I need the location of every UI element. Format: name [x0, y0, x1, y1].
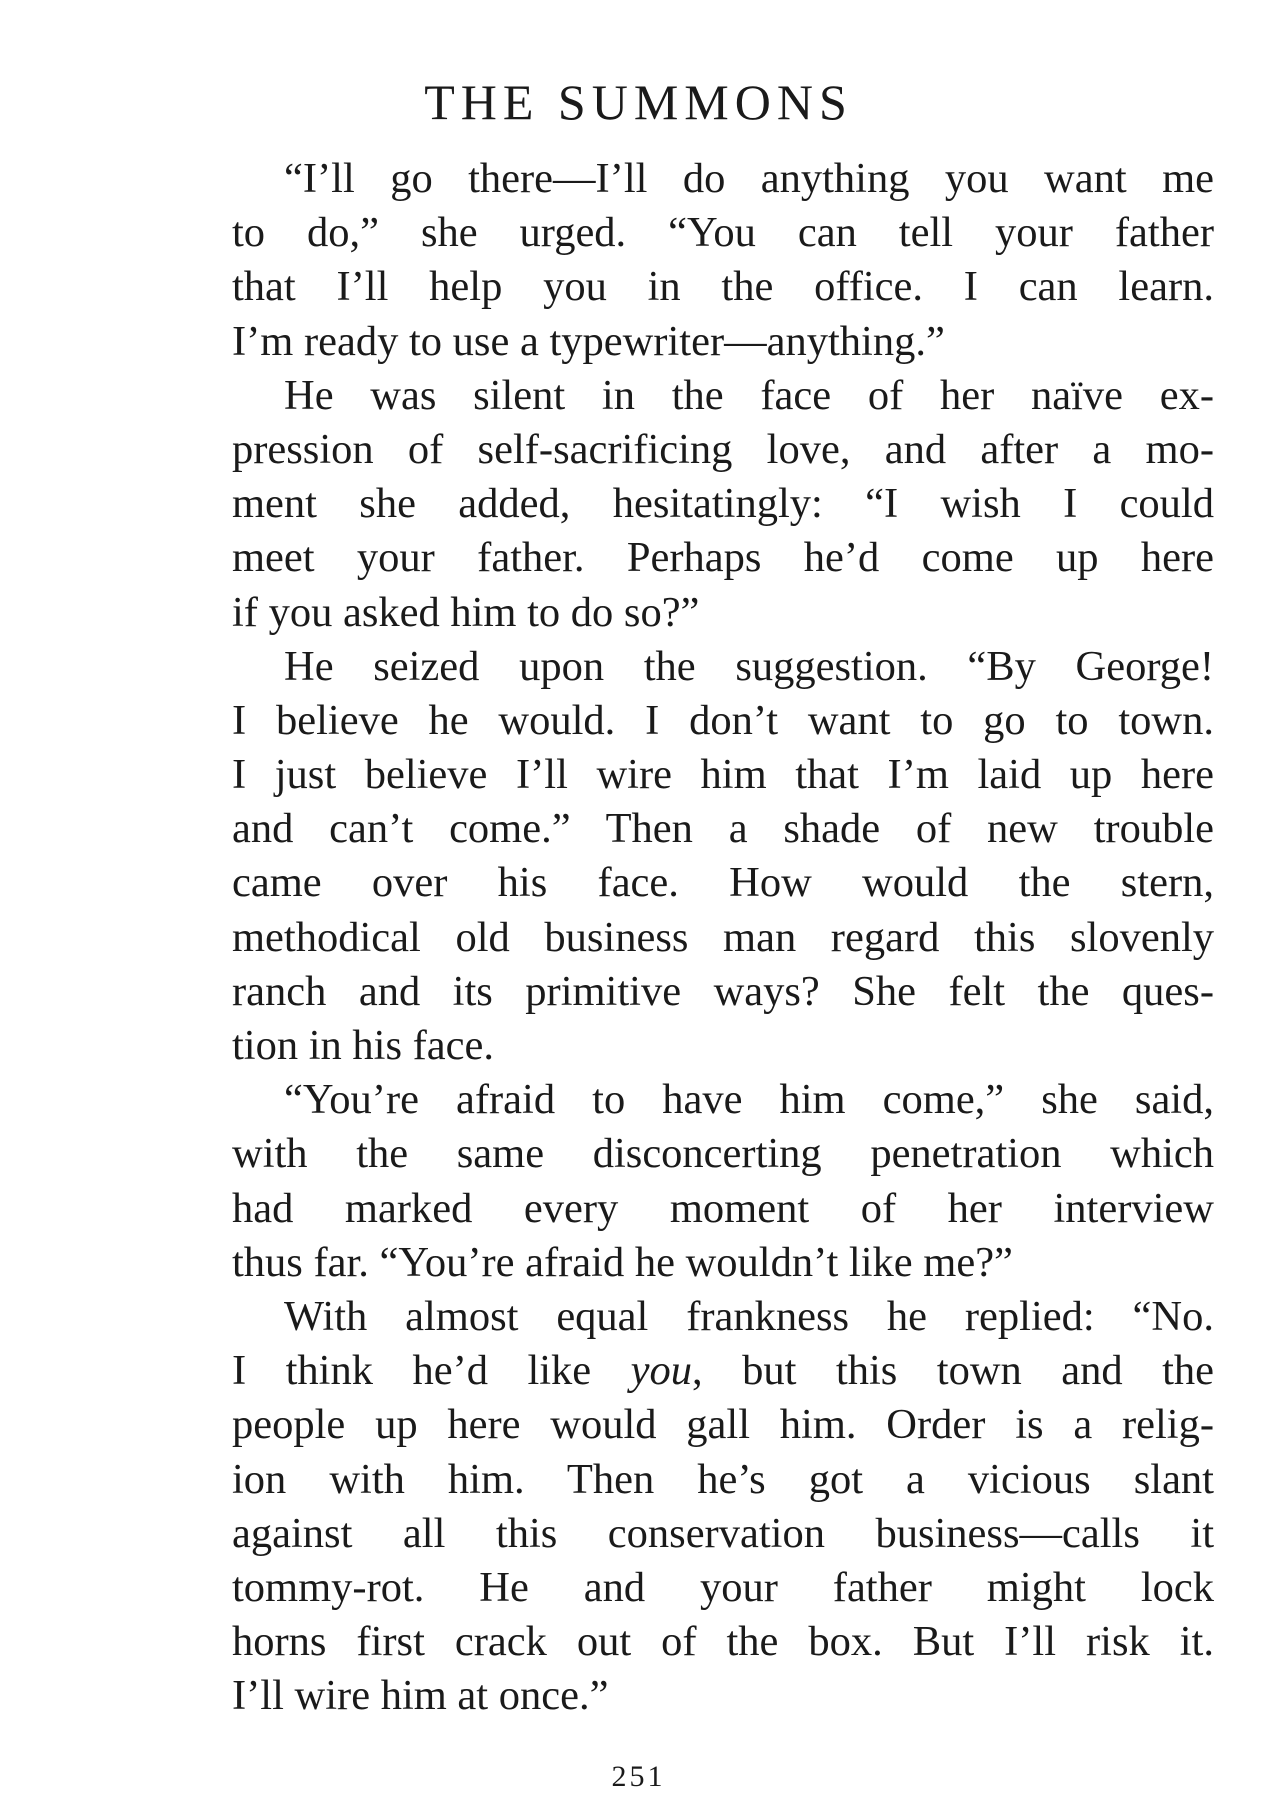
text-line: “I’ll go there—I’ll do anything you want me — [284, 155, 1214, 202]
text-line: against all this conservation business—calls it — [232, 1509, 1214, 1557]
emphasis: you — [630, 1347, 693, 1395]
text-line: and can’t come.” Then a shade of new trouble — [232, 805, 1214, 853]
text-line: thus far. “You’re afraid he wouldn’t like me?” — [232, 1238, 1013, 1286]
text-line: methodical old business man regard this slovenly — [232, 913, 1214, 961]
text-line: I’m ready to use a typewriter—anything.” — [232, 317, 945, 365]
text-line: had marked every moment of her interview — [232, 1184, 1214, 1232]
text-line: I just believe I’ll wire him that I’m laid up here — [232, 751, 1214, 799]
text-line: I believe he would. I don’t want to go to town. — [232, 696, 1214, 744]
page-number: 251 — [611, 1760, 666, 1793]
text-line: ion with him. Then he’s got a vicious slant — [232, 1455, 1214, 1503]
text-line: I think he’d like you, but this town and the — [232, 1347, 1215, 1395]
text-line: meet your father. Perhaps he’d come up here — [232, 534, 1214, 582]
text-line: came over his face. How would the stern, — [232, 859, 1214, 907]
text-line: pression of self-sacrificing love, and after a mo- — [232, 425, 1214, 473]
text-line: that I’ll help you in the office. I can learn. — [232, 263, 1214, 311]
text-line: if you asked him to do so?” — [232, 588, 700, 636]
text-line: ranch and its primitive ways? She felt the ques- — [232, 967, 1214, 1015]
text-line: people up here would gall him. Order is a relig- — [232, 1401, 1214, 1449]
running-head: THE SUMMONS — [424, 74, 853, 130]
text-line: With almost equal frankness he replied: “No. — [284, 1292, 1214, 1340]
text-line: I’ll wire him at once.” — [232, 1672, 609, 1720]
text-line: ment she added, hesitatingly: “I wish I could — [232, 480, 1214, 528]
text-line: tommy-rot. He and your father might lock — [232, 1563, 1214, 1611]
text-line: with the same disconcerting penetration which — [232, 1130, 1214, 1178]
text-line: He seized upon the suggestion. “By George! — [284, 642, 1214, 690]
text-line: to do,” she urged. “You can tell your father — [232, 209, 1214, 257]
text-line: tion in his face. — [232, 1022, 495, 1069]
text-line: He was silent in the face of her naïve ex- — [284, 371, 1214, 419]
text-line: “You’re afraid to have him come,” she said, — [284, 1076, 1214, 1124]
body-text — [232, 152, 1214, 1723]
text-line: horns first crack out of the box. But I’ll risk it. — [232, 1618, 1214, 1666]
